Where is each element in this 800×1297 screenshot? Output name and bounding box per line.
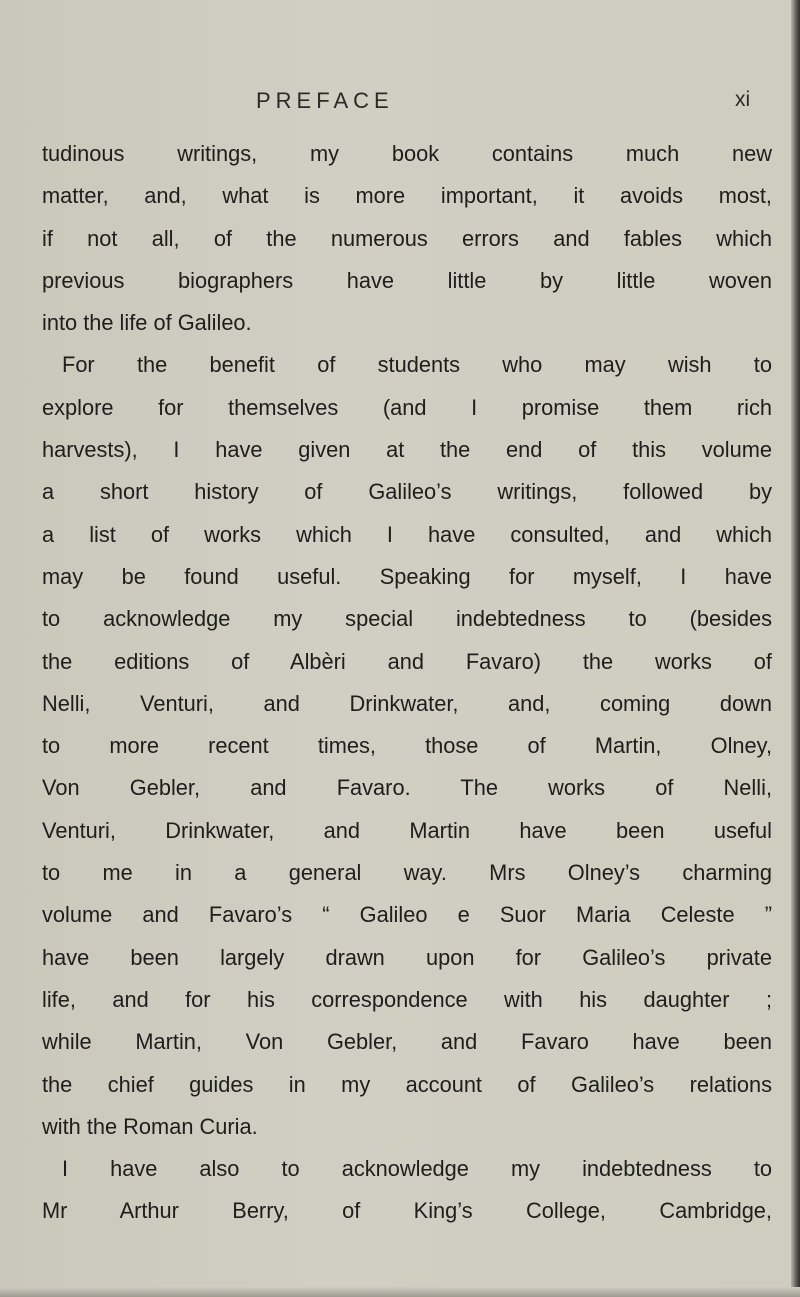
text-line: the editions of Albèri and Favaro) the works of — [42, 648, 772, 674]
text-line: Von Gebler, and Favaro. The works of Nelli, — [42, 775, 772, 801]
text-line: volume and Favaro’s “ Galileo e Suor Maria Celeste ” — [42, 902, 772, 928]
text-line: explore for themselves (and I promise them rich — [42, 394, 772, 420]
text-line: a short history of Galileo’s writings, followed by — [42, 479, 772, 505]
text-line: have been largely drawn upon for Galileo’s private — [42, 944, 772, 970]
text-line: to acknowledge my special indebtedness to (besides — [42, 606, 772, 632]
page-edge-shadow — [791, 0, 800, 1297]
text-line: tudinous writings, my book contains much new — [42, 141, 772, 166]
page-bottom-edge — [0, 1287, 800, 1297]
text-line: life, and for his correspondence with his daughter ; — [42, 986, 772, 1012]
text-line: Venturi, Drinkwater, and Martin have been useful — [42, 817, 772, 843]
chapter-title: PREFACE — [256, 88, 394, 113]
text-line: Mr Arthur Berry, of King’s College, Cambridge, — [42, 1198, 772, 1224]
running-header — [0, 88, 800, 118]
text-line: For the benefit of students who may wish to — [62, 352, 772, 378]
text-line: a list of works which I have consulted, and which — [42, 521, 772, 547]
text-line: matter, and, what is more important, it avoids most, — [42, 183, 772, 209]
text-line: Nelli, Venturi, and Drinkwater, and, coming down — [42, 690, 772, 716]
page-number: xi — [735, 88, 751, 111]
text-line: if not all, of the numerous errors and fables which — [42, 225, 772, 251]
text-line: harvests), I have given at the end of this volume — [42, 437, 772, 463]
text-line: to more recent times, those of Martin, Olney, — [42, 733, 772, 759]
text-line: while Martin, Von Gebler, and Favaro have been — [42, 1029, 772, 1055]
text-line: with the Roman Curia. — [42, 1113, 258, 1139]
text-line: may be found useful. Speaking for myself, I have — [42, 563, 772, 589]
text-line: previous biographers have little by little woven — [42, 267, 772, 293]
text-line: the chief guides in my account of Galileo’s relations — [42, 1071, 772, 1097]
text-line: into the life of Galileo. — [42, 310, 252, 336]
text-line: to me in a general way. Mrs Olney’s charming — [42, 860, 772, 886]
body-text — [42, 133, 772, 1233]
text-line: I have also to acknowledge my indebtedness to — [62, 1156, 772, 1182]
